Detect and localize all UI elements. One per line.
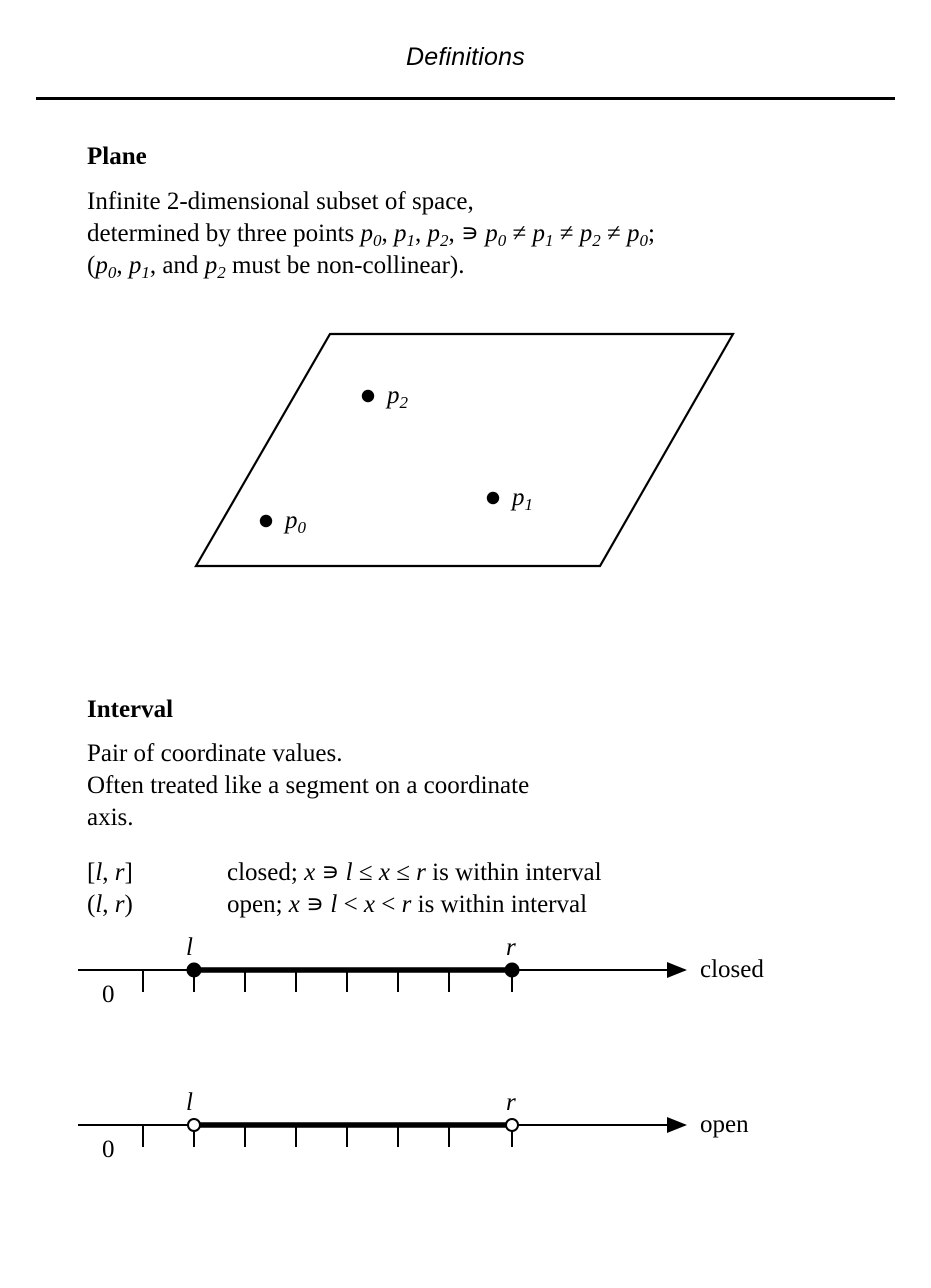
label-origin-closed: 0 [102, 981, 115, 1008]
caption-open: open [700, 1111, 749, 1138]
point-p2-ref: $p_2$ [427, 220, 449, 250]
plane-point-p2-dot [362, 390, 374, 402]
plane-line-2-prefix: determined by three points [87, 220, 361, 247]
interval-notation-closed-key: [l, r] [87, 859, 133, 886]
endpoint-r-open [506, 1119, 518, 1131]
point-p1-ref: $p_1$ [394, 220, 416, 250]
point-p2-ref-d: $p_2$ [204, 252, 226, 282]
label-origin-open: 0 [102, 1136, 115, 1163]
not-equal-symbol-2: ≠ [559, 220, 574, 247]
endpoint-r-closed [506, 964, 519, 977]
endpoint-l-closed [188, 964, 201, 977]
not-equal-symbol-1: ≠ [512, 220, 527, 247]
plane-point-p1-dot [487, 492, 499, 504]
plane-line-3: ($p_0$, $p_1$, and $p_2$ must be non-collinear). [87, 252, 465, 282]
point-p1-ref-d: $p_1$ [128, 252, 150, 282]
point-p2-ref-b: $p_2$ [579, 220, 601, 250]
parallelogram-outline [196, 334, 733, 566]
interval-notation-closed-desc: closed; x ∍ l ≤ x ≤ r is within interval [227, 859, 602, 886]
plane-heading: Plane [87, 143, 147, 170]
interval-notation-open [87, 889, 587, 921]
plane-point-p2-label: $p_2$ [387, 382, 408, 412]
point-p0-ref-d: $p_0$ [95, 252, 117, 282]
point-p1-ref-b: $p_1$ [532, 220, 554, 250]
point-p0-ref-c: $p_0$ [626, 220, 648, 250]
plane-line-1: Infinite 2-dimensional subset of space, [87, 188, 474, 215]
plane-diagram [180, 320, 760, 590]
interval-line-2: Often treated like a segment on a coordinate [87, 772, 530, 799]
interval-notation-open-key: (l, r) [87, 891, 133, 918]
interval-notation-open-desc: open; x ∍ l < x < r is within interval [227, 891, 588, 918]
page-title: Definitions [406, 43, 525, 71]
point-p0-ref: $p_0$ [360, 220, 382, 250]
numberline-closed [60, 930, 920, 1040]
interval-line-3: axis. [87, 804, 134, 831]
numberline-open [60, 1085, 920, 1195]
header-divider [36, 97, 895, 100]
plane-diagram-svg [180, 320, 760, 590]
caption-closed: closed [700, 956, 764, 983]
plane-point-p1-label: $p_1$ [512, 484, 533, 514]
interval-notation-closed [87, 857, 602, 889]
interval-line-1: Pair of coordinate values. [87, 740, 343, 767]
label-l-open: l [186, 1089, 193, 1116]
label-r-closed: r [506, 934, 516, 961]
point-p0-ref-b: $p_0$ [485, 220, 507, 250]
not-equal-symbol-3: ≠ [606, 220, 621, 247]
plane-point-p0-dot [260, 515, 272, 527]
such-that-symbol: ∍ [461, 220, 479, 247]
plane-point-p0-label: $p_0$ [285, 507, 306, 537]
plane-line-2: determined by three points $p_0$, $p_1$, $p_2$, ∍ $p_0 \ne p_1 \ne p_2 \ne p_0$; [87, 220, 655, 250]
endpoint-l-open [188, 1119, 200, 1131]
label-r-open: r [506, 1089, 516, 1116]
label-l-closed: l [186, 934, 193, 961]
interval-heading: Interval [87, 696, 174, 723]
